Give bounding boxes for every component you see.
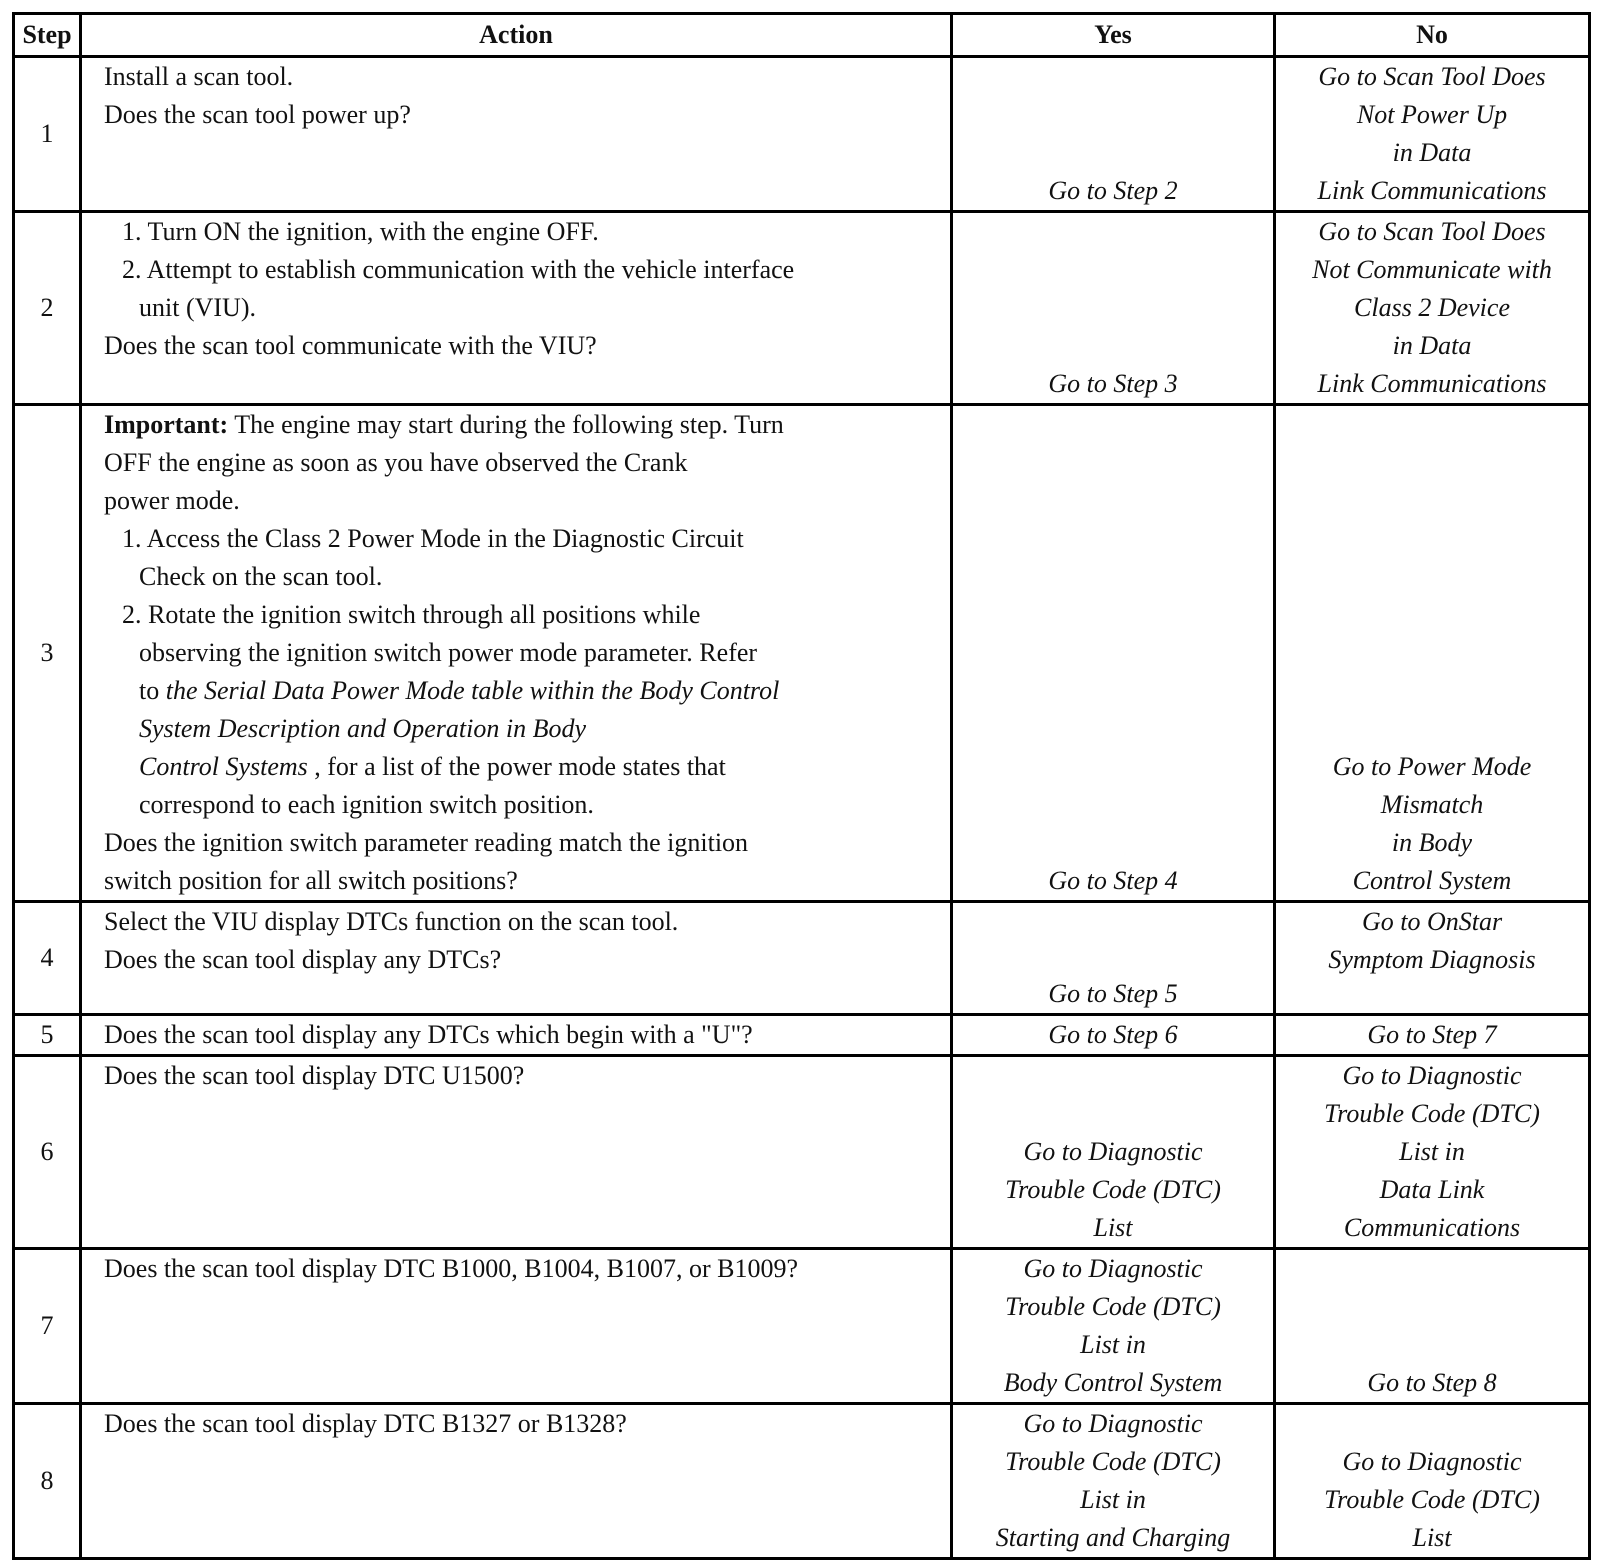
action-line: Does the scan tool display DTC B1000, B1004, B1007, or B1009? — [104, 1254, 799, 1283]
yes-link[interactable]: List in — [1080, 1485, 1146, 1514]
action-line: observing the ignition switch power mode parameter. Refer — [139, 638, 758, 667]
no-link[interactable]: Symptom Diagnosis — [1328, 945, 1536, 974]
action-line: Select the VIU display DTCs function on the scan tool. — [104, 907, 679, 936]
reference-link[interactable]: Control Systems — [139, 752, 308, 781]
action-line: 1. Access the Class 2 Power Mode in the Diagnostic Circuit — [122, 524, 744, 553]
no-cell — [1275, 1056, 1590, 1249]
action-line: power mode. — [104, 486, 240, 515]
yes-link[interactable]: Go to Step 4 — [1048, 866, 1178, 895]
yes-link[interactable]: Trouble Code (DTC) — [1005, 1292, 1221, 1321]
yes-link[interactable]: Go to Step 5 — [1048, 979, 1178, 1008]
important-label: Important: — [104, 410, 229, 439]
no-link[interactable]: Mismatch — [1380, 790, 1484, 819]
step-number: 8 — [14, 1404, 81, 1559]
no-link[interactable]: Not Communicate with — [1312, 255, 1552, 284]
yes-cell — [952, 902, 1275, 1015]
no-link[interactable]: Go to Scan Tool Does — [1318, 62, 1546, 91]
no-link[interactable]: Trouble Code (DTC) — [1324, 1099, 1540, 1128]
action-line: unit (VIU). — [139, 293, 256, 322]
yes-link[interactable]: Starting and Charging — [995, 1523, 1231, 1552]
action-line: Does the scan tool display DTC B1327 or B1328? — [104, 1409, 627, 1438]
action-line: Does the scan tool display any DTCs which begin with a "U"? — [104, 1020, 753, 1049]
yes-cell — [952, 212, 1275, 405]
important-note — [104, 406, 942, 444]
action-line: Does the ignition switch parameter reading match the ignition — [104, 828, 749, 857]
no-link[interactable]: Link Communications — [1317, 369, 1547, 398]
no-link[interactable]: Go to Power Mode — [1332, 752, 1532, 781]
action-line — [104, 672, 942, 710]
no-cell — [1275, 1249, 1590, 1404]
action-line: Install a scan tool. — [104, 62, 294, 91]
action-cell — [81, 405, 952, 902]
action-line: switch position for all switch positions? — [104, 866, 518, 895]
no-link[interactable]: Control System — [1352, 866, 1512, 895]
action-cell — [81, 1404, 952, 1559]
header-yes: Yes — [952, 14, 1275, 57]
table-row — [14, 1015, 1590, 1056]
yes-link[interactable]: List — [1093, 1213, 1133, 1242]
yes-cell — [952, 1056, 1275, 1249]
no-link[interactable]: List in — [1399, 1137, 1465, 1166]
action-line: Does the scan tool communicate with the VIU? — [104, 331, 597, 360]
action-cell — [81, 1056, 952, 1249]
no-link[interactable]: Go to Scan Tool Does — [1318, 217, 1546, 246]
table-row — [14, 1404, 1590, 1559]
header-no: No — [1275, 14, 1590, 57]
yes-link[interactable]: List in — [1080, 1330, 1146, 1359]
no-cell — [1275, 1404, 1590, 1559]
action-line: Does the scan tool display any DTCs? — [104, 945, 502, 974]
yes-cell — [952, 1404, 1275, 1559]
table-row — [14, 1249, 1590, 1404]
step-number: 4 — [14, 902, 81, 1015]
action-line: Does the scan tool power up? — [104, 100, 411, 129]
yes-link[interactable]: Trouble Code (DTC) — [1005, 1175, 1221, 1204]
action-cell — [81, 1015, 952, 1056]
no-link[interactable]: Go to OnStar — [1361, 907, 1503, 936]
yes-link[interactable]: Body Control System — [1003, 1368, 1223, 1397]
action-cell — [81, 57, 952, 212]
step-number: 6 — [14, 1056, 81, 1249]
action-cell — [81, 212, 952, 405]
yes-cell — [952, 1015, 1275, 1056]
yes-cell — [952, 405, 1275, 902]
action-line: 1. Turn ON the ignition, with the engine OFF. — [122, 217, 599, 246]
no-link[interactable]: Not Power Up — [1356, 100, 1508, 129]
yes-link[interactable]: Go to Step 6 — [1048, 1020, 1178, 1049]
no-link[interactable]: in Body — [1391, 828, 1473, 857]
action-line: Check on the scan tool. — [139, 562, 383, 591]
no-cell — [1275, 405, 1590, 902]
step-number: 5 — [14, 1015, 81, 1056]
table-row — [14, 212, 1590, 405]
no-cell — [1275, 902, 1590, 1015]
no-link[interactable]: Go to Step 8 — [1367, 1368, 1497, 1397]
step-number: 2 — [14, 212, 81, 405]
table-row — [14, 405, 1590, 902]
reference-link[interactable]: the Serial Data Power Mode table within the Body Control — [165, 676, 780, 705]
important-text: The engine may start during the following step. Turn — [228, 410, 784, 439]
yes-cell — [952, 1249, 1275, 1404]
action-line: 2. Attempt to establish communication with the vehicle interface — [122, 255, 795, 284]
step-number: 3 — [14, 405, 81, 902]
yes-cell — [952, 57, 1275, 212]
yes-link[interactable]: Trouble Code (DTC) — [1005, 1447, 1221, 1476]
action-line — [104, 748, 942, 786]
yes-link[interactable]: Go to Diagnostic — [1023, 1409, 1203, 1438]
table-row — [14, 1056, 1590, 1249]
table-row — [14, 902, 1590, 1015]
no-link[interactable]: Go to Step 7 — [1367, 1020, 1497, 1049]
no-link[interactable]: Go to Diagnostic — [1342, 1447, 1522, 1476]
diagnostic-table — [12, 12, 1591, 1560]
yes-link[interactable]: Go to Diagnostic — [1023, 1254, 1203, 1283]
no-link[interactable]: Communications — [1343, 1213, 1521, 1242]
action-line: 2. Rotate the ignition switch through all positions while — [122, 600, 701, 629]
step-number: 1 — [14, 57, 81, 212]
refer-prefix: to — [139, 676, 166, 705]
no-link[interactable]: Go to Diagnostic — [1342, 1061, 1522, 1090]
no-link[interactable]: List — [1412, 1523, 1452, 1552]
step-number: 7 — [14, 1249, 81, 1404]
action-cell — [81, 1249, 952, 1404]
header-action: Action — [81, 14, 952, 57]
no-cell — [1275, 57, 1590, 212]
no-link[interactable]: in Data — [1392, 331, 1472, 360]
header-row — [14, 14, 1590, 57]
no-link[interactable]: Trouble Code (DTC) — [1324, 1485, 1540, 1514]
yes-link[interactable]: Go to Diagnostic — [1023, 1137, 1203, 1166]
no-cell — [1275, 212, 1590, 405]
no-link[interactable]: Class 2 Device — [1354, 293, 1510, 322]
action-cell — [81, 902, 952, 1015]
no-link[interactable]: Data Link — [1379, 1175, 1485, 1204]
yes-link[interactable]: Go to Step 2 — [1048, 176, 1178, 205]
action-line: Does the scan tool display DTC U1500? — [104, 1061, 525, 1090]
no-link[interactable]: Link Communications — [1317, 176, 1547, 205]
yes-link[interactable]: Go to Step 3 — [1048, 369, 1178, 398]
reference-link[interactable]: System Description and Operation in Body — [139, 714, 586, 743]
table-row — [14, 57, 1590, 212]
refer-suffix: , for a list of the power mode states that — [307, 752, 726, 781]
header-step: Step — [14, 14, 81, 57]
action-line: OFF the engine as soon as you have observed the Crank — [104, 448, 688, 477]
action-line: correspond to each ignition switch position. — [139, 790, 594, 819]
no-link[interactable]: in Data — [1392, 138, 1472, 167]
no-cell — [1275, 1015, 1590, 1056]
